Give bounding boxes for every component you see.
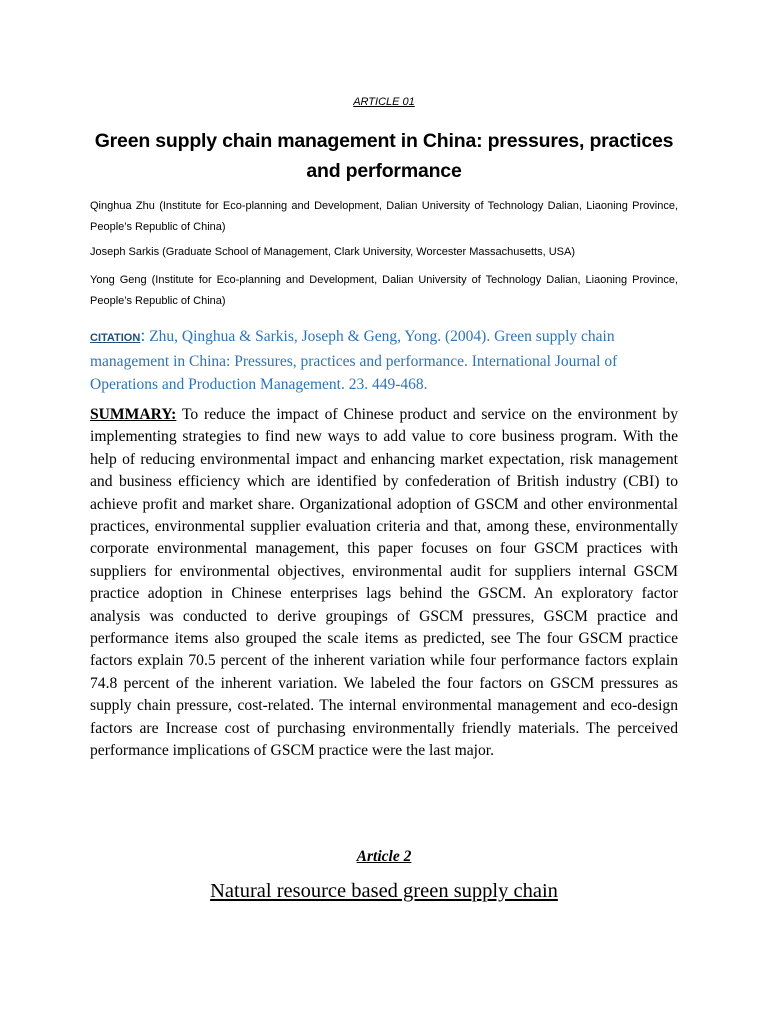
summary-label: SUMMARY: [90,406,177,423]
citation-label: CITATION [90,332,141,344]
article-1-label: ARTICLE 01 [353,96,415,108]
summary-text: To reduce the impact of Chinese product and service on the environment by implementing strategies to find new ways to add value to core business program. With the help of reducing environmental impact and enhancing market expectation, risk management and business efficiency which are identified by confederation of British industry (CBI) to achieve profit and market share. Organizational adoption of GSCM and other environmental practices, environmental supplier evaluation criteria and that, among these, environmentally corporate environmental management, this paper focuses on four GSCM practices with suppliers for environmental objectives, environmental audit for suppliers internal GSCM practice adoption in Chinese enterprises lags behind the GSCM. An exploratory factor analysis was conducted to derive groupings of GSCM pressures, GSCM practice and performance items also grouped the scale items as predicted, see The four GSCM practice factors explain 70.5 percent of the inherent variation while four performance factors explain 74.8 percent of the inherent variation. We labeled the four factors on GSCM pressures as supply chain pressure, cost-related. The internal environmental management and eco-design factors are Increase cost of purchasing environmentally friendly materials. The perceived performance implications of GSCM practice were the last major. [90,406,678,760]
citation-colon: : [140,325,146,345]
author-zhu: Qinghua Zhu (Institute for Eco-planning and Development, Dalian University of Technology Dalian, Liaoning Province, People’s Republic of China) [90,200,678,233]
citation-text: Zhu, Qinghua & Sarkis, Joseph & Geng, Yong. (2004). Green supply chain management in China: Pressures, practices and performance. International Journal of Operations and Production Management. 23. 449-468. [90,328,618,393]
article-2-title: Natural resource based green supply chain [210,880,558,902]
article-1-title: Green supply chain management in China: pressures, practices and performance [94,130,674,182]
author-geng: Yong Geng (Institute for Eco-planning and Development, Dalian University of Technology Dalian, Liaoning Province, People’s Republic of China) [90,274,678,307]
summary-block [90,404,678,763]
author-sarkis: Joseph Sarkis (Graduate School of Management, Clark University, Worcester Massachusetts, USA) [90,246,576,258]
citation-block [90,324,678,396]
article-2-label: Article 2 [356,848,412,865]
